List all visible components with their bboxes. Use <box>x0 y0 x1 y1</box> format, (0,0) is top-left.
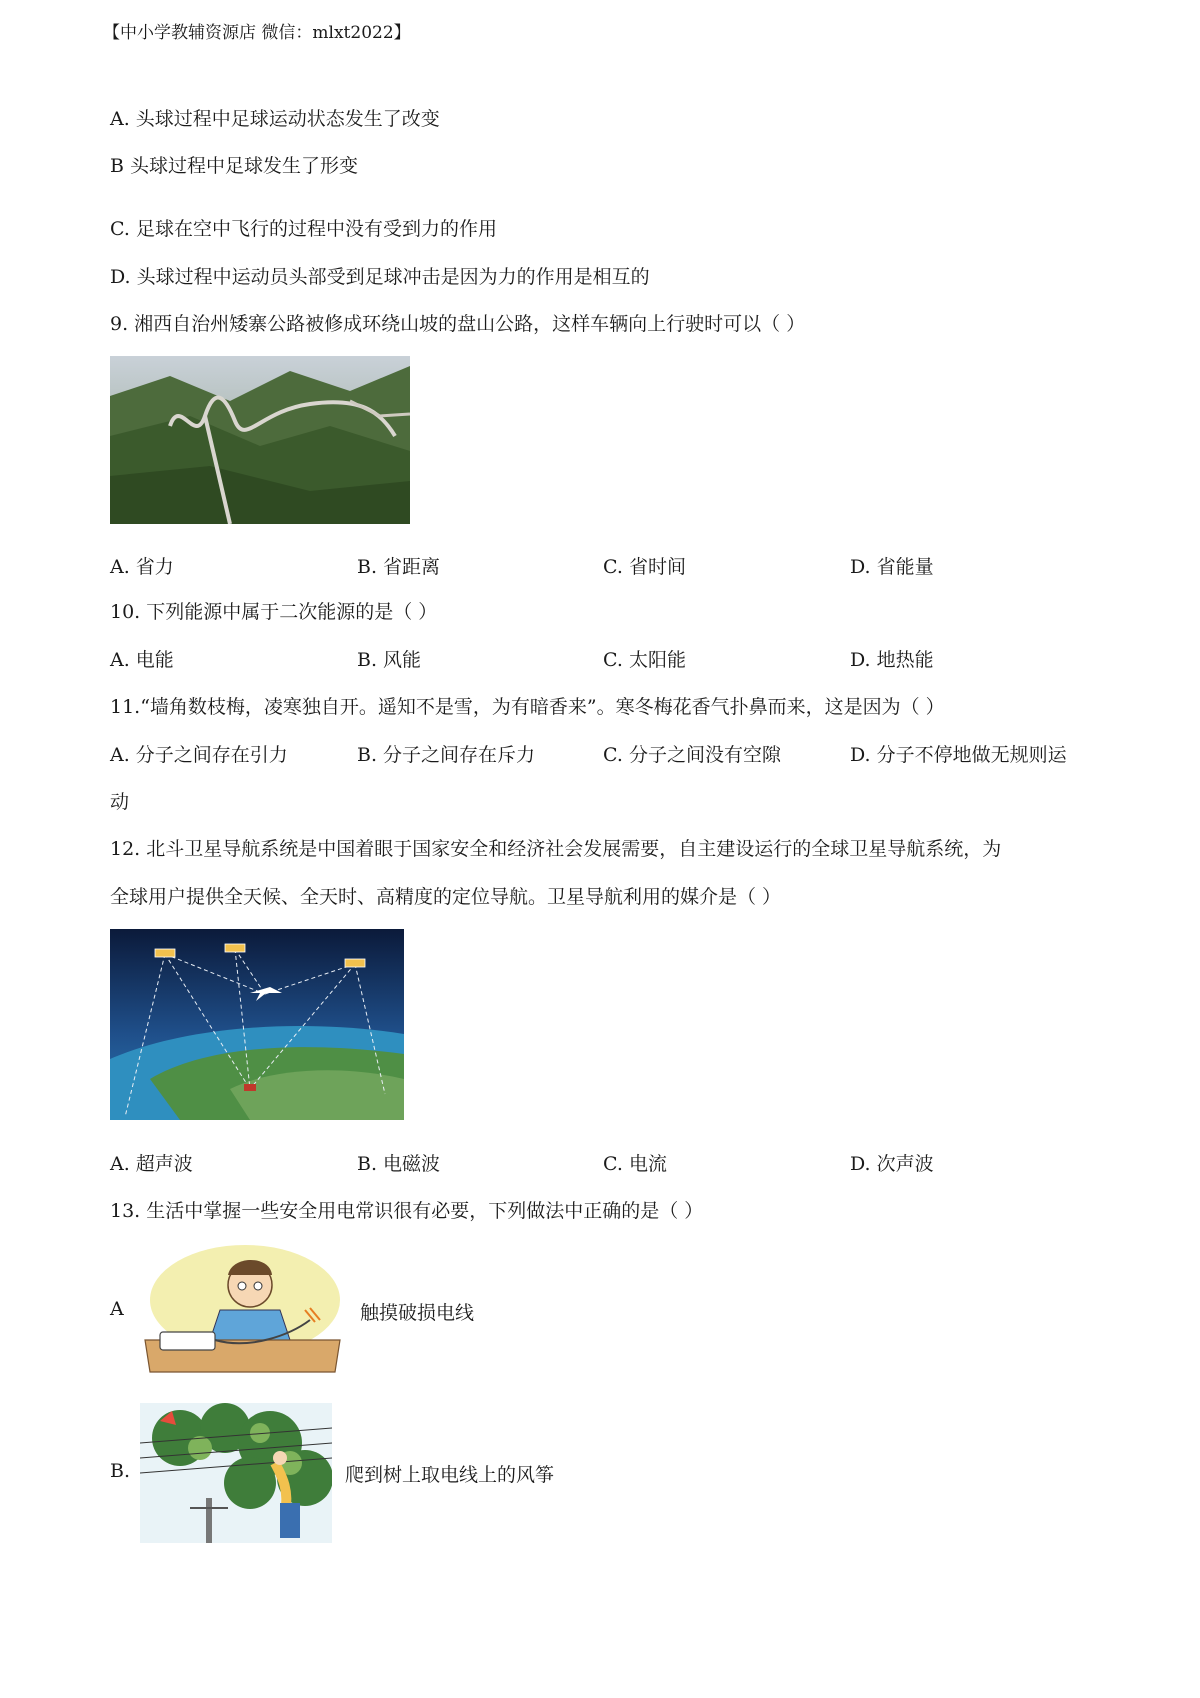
q12-stem-line2: 全球用户提供全天候、全天时、高精度的定位导航。卫星导航利用的媒介是（ ） <box>110 886 782 908</box>
q12-option-b: B. 电磁波 <box>357 1153 441 1175</box>
q13-option-a-text: 触摸破损电线 <box>360 1302 475 1324</box>
q11-option-a: A. 分子之间存在引力 <box>110 744 288 766</box>
q9-option-a: A. 省力 <box>110 556 174 578</box>
q11-option-c: C. 分子之间没有空隙 <box>603 744 781 766</box>
q12-option-c: C. 电流 <box>603 1153 667 1175</box>
q9-stem: 9. 湘西自治州矮寨公路被修成环绕山坡的盘山公路，这样车辆向上行驶时可以（ ） <box>110 313 806 335</box>
q11-stem: 11.“墙角数枝梅，凌寒独自开。遥知不是雪，为有暗香来”。寒冬梅花香气扑鼻而来，这是因为（ ） <box>110 696 945 718</box>
q9-option-c: C. 省时间 <box>603 556 686 578</box>
q12-stem-line1: 12. 北斗卫星导航系统是中国着眼于国家安全和经济社会发展需要，自主建设运行的全球卫星导航系统，为 <box>110 838 1002 860</box>
q11-option-d: D. 分子不停地做无规则运 <box>850 744 1067 766</box>
q8-option-b: B 头球过程中足球发生了形变 <box>110 155 359 177</box>
q10-option-d: D. 地热能 <box>850 649 934 671</box>
touch-damaged-wire-illustration <box>140 1240 345 1380</box>
q13-option-a-label: A <box>110 1298 124 1320</box>
q13-stem: 13. 生活中掌握一些安全用电常识很有必要，下列做法中正确的是（ ） <box>110 1200 704 1222</box>
q8-option-d: D. 头球过程中运动员头部受到足球冲击是因为力的作用是相互的 <box>110 266 650 288</box>
q13-option-b-label: B. <box>110 1460 131 1482</box>
page-header: 【中小学教辅资源店 微信：mlxt2022】 <box>103 23 411 43</box>
q10-option-c: C. 太阳能 <box>603 649 686 671</box>
q11-option-d-wrap: 动 <box>110 791 130 813</box>
q11-option-b: B. 分子之间存在斥力 <box>357 744 536 766</box>
q8-option-a: A. 头球过程中足球运动状态发生了改变 <box>110 108 440 130</box>
q13-option-b-text: 爬到树上取电线上的风筝 <box>345 1464 555 1486</box>
q9-option-b: B. 省距离 <box>357 556 441 578</box>
kite-on-power-line-illustration <box>140 1403 332 1543</box>
q12-option-d: D. 次声波 <box>850 1153 934 1175</box>
mountain-road-photo <box>110 356 410 524</box>
satellite-navigation-photo <box>110 929 404 1120</box>
q10-option-b: B. 风能 <box>357 649 422 671</box>
q9-option-d: D. 省能量 <box>850 556 934 578</box>
q12-option-a: A. 超声波 <box>110 1153 193 1175</box>
q8-option-c: C. 足球在空中飞行的过程中没有受到力的作用 <box>110 218 497 240</box>
q10-option-a: A. 电能 <box>110 649 174 671</box>
q10-stem: 10. 下列能源中属于二次能源的是（ ） <box>110 601 438 623</box>
